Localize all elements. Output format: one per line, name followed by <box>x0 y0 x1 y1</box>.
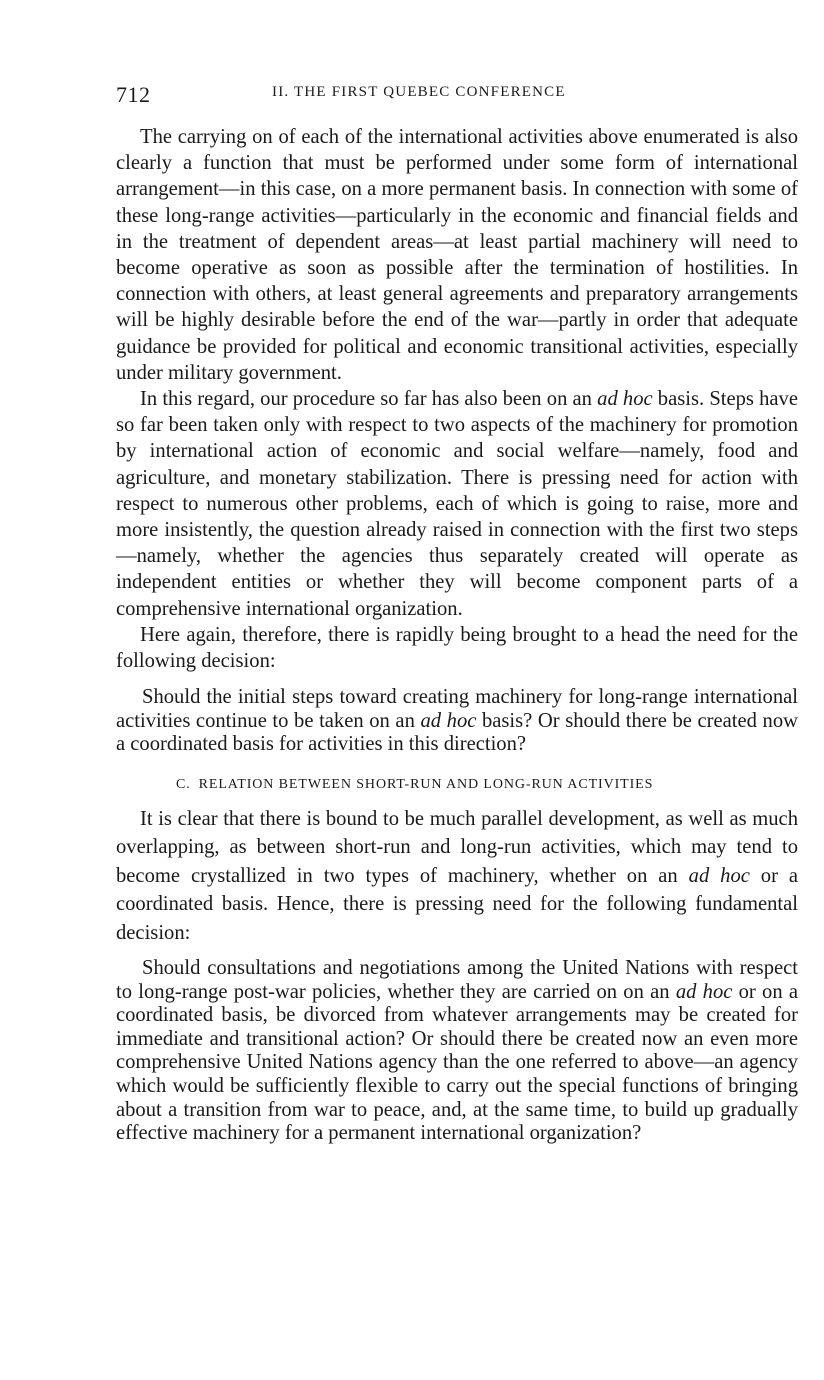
paragraph-need-for-decision: Here again, therefore, there is rapidly being brought to a head the need for the following decision: <box>116 623 798 673</box>
text-run: or on a coordinated basis, be divorced from whatever arrangements may be created for immediate and transitional action? Or should there be created now an even more comprehensive United Nations agency than the one referred to above—an agency which would be sufficiently flexible to carry out the special functions of bringing about a transition from war to peace, and, at the same time, to build up gradually effective machinery for a permanent international organization? <box>116 980 798 1145</box>
text-run: or a coordinated basis. Hence, there is pressing need for the following fundamental decision: <box>116 864 799 944</box>
text-run: basis. Steps have so far been taken only with respect to two aspects of the machinery for promotion by international action of economic and social welfare—namely, food and agriculture, and monetary stabilization. There is pressing need for action with respect to numerous other problems, each of which is going to raise, more and more insistently, the question already raised in connection with the first two steps—namely, whether the agencies thus separately created will operate as independent entities or whether they will become component parts of a comprehensive international organization. <box>116 388 798 620</box>
text-run: Should the initial steps toward creating machinery for long-range international activities continue to be taken on an <box>116 686 798 732</box>
section-title: RELATION BETWEEN SHORT-RUN AND LONG-RUN ACTIVITIES <box>198 777 654 793</box>
text-run: It is clear that there is bound to be much parallel development, as well as much overlapping, as between short-run and long-run activities, which may tend to become crystallized in two types of machinery, whether on an <box>116 808 798 887</box>
italic-term: ad hoc <box>420 709 477 732</box>
paragraph-ad-hoc-procedure <box>116 386 798 622</box>
paragraph-parallel-development <box>116 805 798 947</box>
decision-question-long-range <box>116 686 798 757</box>
section-label: C. <box>176 777 191 793</box>
text-run: Should consultations and negotiations among the United Nations with respect to long-range post-war policies, whether they are carried on on an <box>116 957 798 1003</box>
paragraph-international-arrangements: The carrying on of each of the international activities above enumerated is also clearly a function that must be performed under some form of international arrangement—in this case, on a more permanent basis. In connection with some of these long-range activities—particularly in the economic and financial fields and in the treatment of dependent areas—at least partial machinery will need to become operative as soon as possible after the termination of hostilities. In connection with others, at least general agreements and preparatory arrangements will be highly desirable before the end of the war—partly in order that adequate guidance be provided for political and economic transitional activities, especially under military government. <box>116 126 798 384</box>
text-run: basis? Or should there be created now a coordinated basis for activities in this direction? <box>116 709 798 756</box>
section-heading-c <box>176 777 798 793</box>
italic-term: ad hoc <box>675 980 733 1003</box>
text-run: In this regard, our procedure so far has also been on an <box>140 388 598 411</box>
italic-term: ad hoc <box>688 864 750 887</box>
page-header <box>116 78 798 112</box>
document-page <box>116 78 798 1146</box>
page-number: 712 <box>116 82 151 107</box>
decision-question-fundamental <box>116 957 798 1146</box>
running-head: II. THE FIRST QUEBEC CONFERENCE <box>272 84 566 100</box>
italic-term: ad hoc <box>597 388 653 411</box>
